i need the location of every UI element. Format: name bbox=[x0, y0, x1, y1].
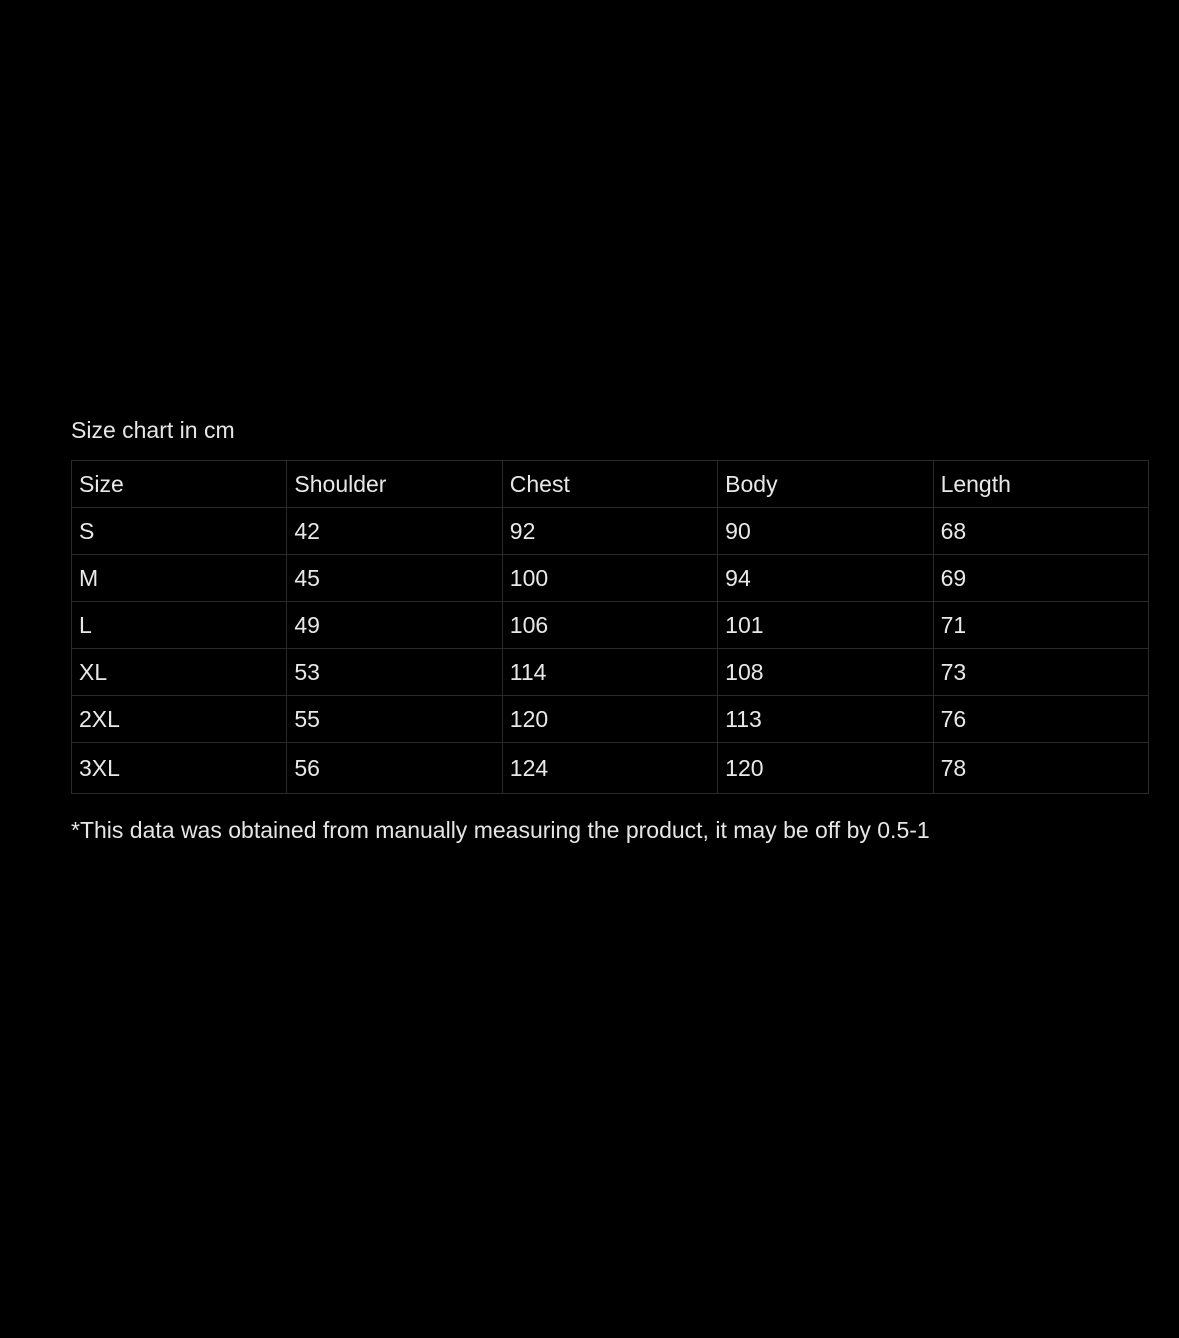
cell-shoulder: 56 bbox=[287, 743, 502, 794]
measurement-footnote: *This data was obtained from manually measuring the product, it may be off by 0.5-1 bbox=[71, 817, 930, 843]
table-row bbox=[72, 696, 1149, 743]
cell-shoulder: 49 bbox=[287, 602, 502, 649]
cell-size: M bbox=[72, 555, 287, 602]
header-shoulder: Shoulder bbox=[287, 461, 502, 508]
size-chart-table bbox=[71, 460, 1149, 794]
cell-length: 73 bbox=[933, 649, 1148, 696]
header-body: Body bbox=[718, 461, 933, 508]
cell-length: 71 bbox=[933, 602, 1148, 649]
table-row bbox=[72, 602, 1149, 649]
cell-body: 120 bbox=[718, 743, 933, 794]
cell-chest: 114 bbox=[502, 649, 717, 696]
cell-length: 78 bbox=[933, 743, 1148, 794]
table-row bbox=[72, 649, 1149, 696]
cell-shoulder: 42 bbox=[287, 508, 502, 555]
cell-length: 68 bbox=[933, 508, 1148, 555]
table-row bbox=[72, 555, 1149, 602]
table-caption: Size chart in cm bbox=[71, 417, 235, 443]
cell-chest: 124 bbox=[502, 743, 717, 794]
table-row bbox=[72, 508, 1149, 555]
cell-shoulder: 53 bbox=[287, 649, 502, 696]
cell-size: XL bbox=[72, 649, 287, 696]
table-row bbox=[72, 743, 1149, 794]
cell-shoulder: 55 bbox=[287, 696, 502, 743]
cell-size: 2XL bbox=[72, 696, 287, 743]
header-length: Length bbox=[933, 461, 1148, 508]
cell-size: S bbox=[72, 508, 287, 555]
cell-body: 113 bbox=[718, 696, 933, 743]
cell-body: 90 bbox=[718, 508, 933, 555]
header-size: Size bbox=[72, 461, 287, 508]
cell-chest: 106 bbox=[502, 602, 717, 649]
cell-size: L bbox=[72, 602, 287, 649]
size-chart-section bbox=[71, 414, 1149, 846]
cell-length: 69 bbox=[933, 555, 1148, 602]
table-header-row bbox=[72, 461, 1149, 508]
cell-chest: 100 bbox=[502, 555, 717, 602]
cell-size: 3XL bbox=[72, 743, 287, 794]
cell-chest: 120 bbox=[502, 696, 717, 743]
header-chest: Chest bbox=[502, 461, 717, 508]
cell-body: 101 bbox=[718, 602, 933, 649]
cell-shoulder: 45 bbox=[287, 555, 502, 602]
cell-chest: 92 bbox=[502, 508, 717, 555]
cell-length: 76 bbox=[933, 696, 1148, 743]
cell-body: 108 bbox=[718, 649, 933, 696]
cell-body: 94 bbox=[718, 555, 933, 602]
